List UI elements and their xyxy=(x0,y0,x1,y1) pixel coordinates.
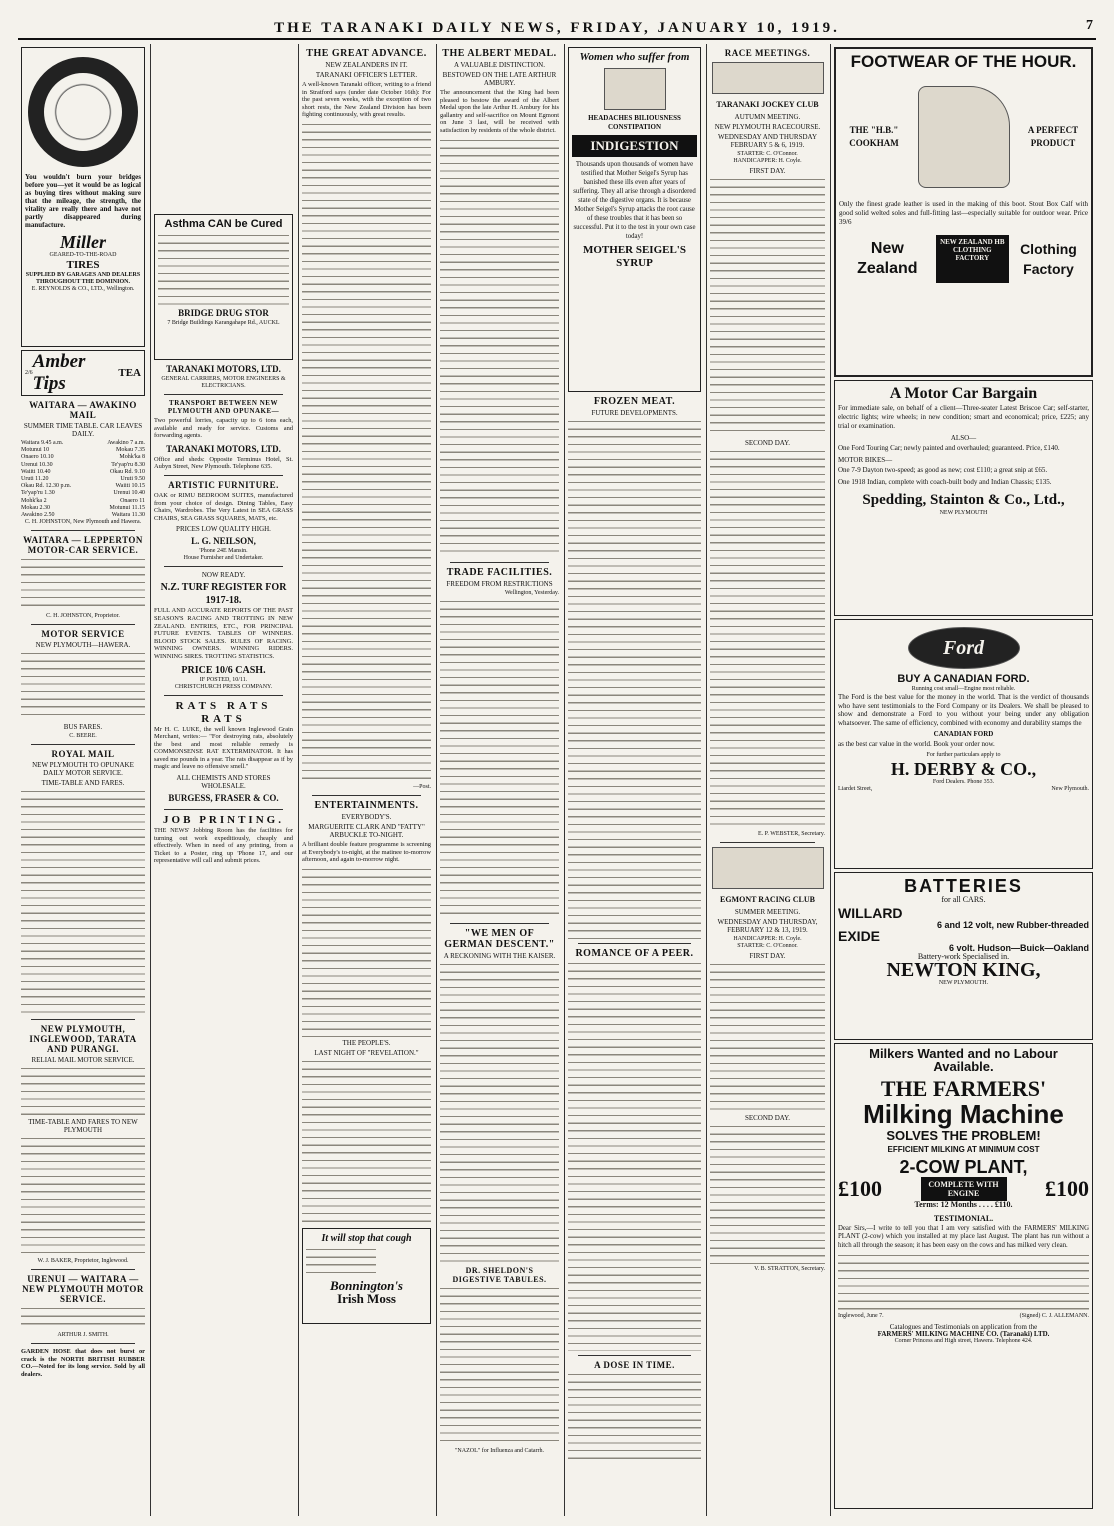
frozen-meat-body xyxy=(568,419,701,939)
batteries-exide: EXIDE xyxy=(838,928,881,944)
dose-body xyxy=(568,1372,701,1462)
furniture-trade: House Furnisher and Undertaker. xyxy=(183,555,264,562)
seigels-ad xyxy=(568,47,701,392)
turf-price: PRICE 10/6 CASH. xyxy=(181,664,266,676)
bonnington-text xyxy=(306,1247,376,1277)
timetable-row xyxy=(21,505,145,512)
albert-medal-sub1: A VALUABLE DISTINCTION. xyxy=(454,61,545,69)
erc-meeting: SUMMER MEETING. xyxy=(734,908,801,916)
motor-service-owner: C. BEERE. xyxy=(69,733,97,740)
footwear-factory: Clothing Factory xyxy=(1020,241,1077,277)
trade-body xyxy=(440,599,559,919)
german-descent-title: "WE MEN OF GERMAN DESCENT." xyxy=(444,927,555,950)
timetable-cell: Te'yap'ru 1.30 xyxy=(21,490,55,497)
amber-tips-price: 2/6 xyxy=(25,369,33,376)
bonnington-brand: Bonnington's xyxy=(330,1277,403,1293)
milking-quote-cont xyxy=(838,1253,1089,1311)
erc-club: EGMONT RACING CLUB xyxy=(720,895,815,904)
peoples-sub: LAST NIGHT OF "REVELATION." xyxy=(314,1048,419,1057)
timetable-cell: Onaero 10.10 xyxy=(21,454,54,461)
seigels-ailments: HEADACHES BILIOUSNESS CONSTIPATION xyxy=(588,114,681,131)
erc-dates: WEDNESDAY AND THURSDAY, FEBRUARY 12 & 13, 1919. xyxy=(717,918,818,934)
taranaki-motors2-text: Office and sheds: Opposite Terminus Hotel, St. Aubyn Street, New Plymouth. Telephone 635. xyxy=(154,455,293,471)
tarata-sub: RELIAL MAIL MOTOR SERVICE. xyxy=(31,1056,135,1065)
rats-agent: BURGESS, FRASER & CO. xyxy=(168,793,279,804)
turf-ready: NOW READY. xyxy=(201,571,246,580)
ford-canadian: CANADIAN FORD xyxy=(933,730,994,739)
seigels-main: INDIGESTION xyxy=(572,135,697,157)
turf-title: N.Z. TURF REGISTER FOR 1917-18. xyxy=(160,582,287,607)
ford-text: The Ford is the best value for the money in the world. That is the verdict of thousands who have sent testimonials to the Ford Company or its Dealers. We shall be pleased to show and demonstrate a Ford to you without your being under any obligation whatsoever. The same of efficiency, combined with economy and durability stamps the xyxy=(838,693,1089,727)
entertainments-film: MARGUERITE CLARK AND "FATTY" ARBUCKLE TO-NIGHT. xyxy=(308,822,425,839)
entertainments-title: ENTERTAINMENTS. xyxy=(314,799,419,811)
batteries-willard: WILLARD xyxy=(838,905,903,921)
motor-car-bike1: One 7-9 Dayton two-speed; as good as new; cost £110; a great snip at £65. xyxy=(838,466,1048,474)
urenui-text xyxy=(21,1306,145,1330)
timetable-cell: Mohk'ka 2 xyxy=(21,497,47,504)
milking-efficient: EFFICIENT MILKING AT MINIMUM COST xyxy=(887,1145,1040,1154)
great-advance-sub1: NEW ZEALANDERS IN IT. xyxy=(325,61,408,69)
seigels-banner: Women who suffer from xyxy=(579,51,690,63)
amber-tips-name: Amber Tips xyxy=(32,351,86,394)
column-5 xyxy=(564,44,704,1516)
waitara-timetable xyxy=(21,440,145,519)
tjc-venue: NEW PLYMOUTH RACECOURSE. xyxy=(714,123,821,131)
asthma-store: BRIDGE DRUG STOR xyxy=(178,308,269,318)
job-printing-text: THE NEWS' Jobbing Room has the facilities for turning out work expeditiously, cheaply and effectively. When in need of any printing, from a Ticket to a Poster, ring up 'Phone 17, and our representative will call and submit prices. xyxy=(154,827,293,865)
erc-handicapper: HANDICAPPER: H. Coyle. xyxy=(733,936,802,942)
albert-medal-lead: The announcement that the King had been pleased to bestow the award of the Albert Medal upon the late Arthur H. Ambury for his gallantry and self-sacrifice on Mount Egmont on June 3 last, will be received with satisfaction by residents of the whole district. xyxy=(440,89,559,134)
amber-tips-product: TEA xyxy=(118,366,141,379)
urenui-owner: ARTHUR J. SMITH. xyxy=(57,1332,109,1339)
royal-mail-table xyxy=(21,789,145,1015)
lepperton-text xyxy=(21,557,145,611)
waitara-proprietor: C. H. JOHNSTON, New Plymouth and Hawera. xyxy=(24,519,142,526)
race-meetings-title: RACE MEETINGS. xyxy=(724,48,811,58)
frozen-meat-title: FROZEN MEAT. xyxy=(593,396,676,407)
milking-machine-ad xyxy=(834,1043,1093,1509)
ford-logo-icon: Ford xyxy=(908,627,1020,669)
batteries-firm: NEWTON KING, xyxy=(886,959,1041,981)
timetable-cell: Mokau 7.35 xyxy=(116,447,145,454)
timetable-cell: Okau Rd. 9.10 xyxy=(110,468,145,475)
motor-car-place: NEW PLYMOUTH xyxy=(939,510,988,516)
tjc-starter: STARTER: C. O'Connor. xyxy=(737,151,798,157)
masthead xyxy=(18,18,1096,40)
timetable-row xyxy=(21,469,145,476)
hb-badge-icon: NEW ZEALAND HB CLOTHING FACTORY xyxy=(936,235,1009,283)
footwear-title: FOOTWEAR OF THE HOUR. xyxy=(850,52,1077,71)
rats-text: Mr H. C. LUKE, the well known Inglewood Grain Merchant, writes:— "For destroying rats, absolutely the best and most reliable remedy is COMMONSENSE RAT EXTERMINATOR. It has saved me pounds in a year. The rats disappear as if by magic and leave no offensive smell." xyxy=(154,725,293,771)
transport-text: Two powerful lorries, capacity up to 6 tons each, available and ready for service. Customs and forwarding agents. xyxy=(154,417,293,440)
footwear-text: Only the finest grade leather is used in the making of this boot. Stout Box Calf with good solid welted soles and full-fitting last—especially suitable for outdoor wear. Price 39/6 xyxy=(839,200,1088,226)
furniture-text: OAK or RIMU BEDROOM SUITES, manufactured from your choice of design. Dining Tables, Easy Chairs, Wardrobes. The Very Latest in SEA GRASS CHAIRS, SEA GRASS SQUARES, MATS, etc. xyxy=(154,491,293,522)
great-advance-end: —Post. xyxy=(413,783,431,790)
furniture-phone: 'Phone 24E Mansin. xyxy=(199,548,248,555)
timetable-cell: Awakino 2.50 xyxy=(21,512,55,519)
rats-sold: ALL CHEMISTS AND STORES WHOLESALE. xyxy=(176,774,271,791)
entertainments-body xyxy=(302,867,431,1037)
timetable-cell: Awakino 7 a.m. xyxy=(107,440,145,446)
albert-medal-body xyxy=(440,138,559,558)
tarata-text xyxy=(21,1066,145,1116)
millers-brand: Miller xyxy=(59,232,106,252)
page-number: 7 xyxy=(1086,18,1096,33)
timetable-row xyxy=(21,490,145,497)
timetable-cell: Waitara 11.30 xyxy=(111,512,145,519)
millers-product: TIRES xyxy=(66,259,100,271)
column-3 xyxy=(298,44,434,1516)
footwear-left: THE "H.B." COOKHAM xyxy=(849,125,899,148)
royal-mail-timetable: TIME-TABLE AND FARES. xyxy=(41,779,125,788)
milking-plant: 2-COW PLANT, xyxy=(899,1157,1028,1177)
column-4 xyxy=(436,44,562,1516)
timetable-cell: Urenui 10.40 xyxy=(113,490,145,497)
lepperton-proprietor: C. H. JOHNSTON, Proprietor. xyxy=(46,613,120,620)
tjc-secretary: E. P. WEBSTER, Secretary. xyxy=(758,831,825,837)
tarata-owner: W. J. BAKER, Proprietor, Inglewood. xyxy=(37,1258,129,1265)
taranaki-motors2-name: TARANAKI MOTORS, LTD. xyxy=(166,443,281,454)
erc-second-day: SECOND DAY. xyxy=(744,1114,791,1122)
sheldon-body xyxy=(440,1286,559,1446)
sheldon-tag: "NAZOL" for Influenza and Catarrh. xyxy=(454,1447,545,1454)
motor-car-bike2: One 1918 Indian, complete with coach-built body and Indian Chassis; £135. xyxy=(838,478,1052,486)
dose-title: A DOSE IN TIME. xyxy=(594,1360,675,1370)
tjc-second-day: SECOND DAY. xyxy=(744,439,791,447)
batteries-sub: for all CARS. xyxy=(941,895,986,904)
asthma-text xyxy=(158,233,289,305)
furniture-owner: L. G. NEILSON, xyxy=(191,536,256,547)
milking-product: Milking Machine xyxy=(863,1099,1064,1129)
footwear-right: A PERFECT PRODUCT xyxy=(1027,125,1079,148)
peoples-title: THE PEOPLE'S. xyxy=(342,1038,391,1047)
footwear-ad xyxy=(834,47,1093,377)
column-2 xyxy=(150,44,296,1516)
timetable-row xyxy=(21,454,145,461)
peoples-body xyxy=(302,1059,431,1224)
timetable-cell: Waiiti 10.40 xyxy=(21,468,51,475)
bonnington-head: It will stop that cough xyxy=(321,1232,412,1244)
column-7 xyxy=(830,44,1096,1516)
entertainments-lead: A brilliant double feature programme is screening at Everybody's to-night, at the matinee to-morrow afternoon, and again to-morrow night. xyxy=(302,840,431,864)
timetable-row xyxy=(21,512,145,519)
milking-brand: THE FARMERS' xyxy=(880,1076,1047,1101)
batteries-title: BATTERIES xyxy=(904,876,1023,896)
garden-hose-ad: GARDEN HOSE that does not burst or crack is the NORTH BRITISH RUBBER CO.—Noted for its long service. Sold by all dealers. xyxy=(21,1348,145,1379)
milking-price-right: £100 xyxy=(1045,1176,1089,1201)
sheldon-title: DR. SHELDON'S DIGESTIVE TABULES. xyxy=(452,1265,547,1284)
entertainments-venue: EVERYBODY'S. xyxy=(341,812,392,821)
tire-illustration-icon xyxy=(28,57,138,167)
timetable-cell: Onaero 11 xyxy=(120,497,145,504)
peer-body xyxy=(568,961,701,1351)
batteries-specialised: Battery-work Specialised in. xyxy=(917,952,1010,961)
milking-testimonial: TESTIMONIAL. xyxy=(933,1214,994,1223)
timetable-cell: Mokau 2.30 xyxy=(21,504,50,511)
column-6 xyxy=(706,44,828,1516)
ford-street: Liardet Street, xyxy=(838,785,873,792)
motor-car-ad xyxy=(834,380,1093,616)
albert-medal-sub2: BESTOWED ON THE LATE ARTHUR AMBURY. xyxy=(442,71,557,87)
motor-car-text: For immediate sale, on behalf of a client—Three-seater Latest Briscoe Car; self-starter, electric lights; wire wheels; in new condition; smart and economical; price, £225; any trial or examination. xyxy=(838,404,1089,430)
timetable-row xyxy=(21,462,145,469)
ford-dealer: H. DERBY & CO., xyxy=(890,758,1037,779)
millers-copy: You wouldn't burn your bridges before you—yet it would be as logical as buying tires without making sure that the mileage, the strength, the vitality are really there and have not partly disappeared during manufacture. xyxy=(25,173,141,229)
timetable-cell: Okau Rd. 12.30 p.m. xyxy=(21,483,72,490)
great-advance-sub2: TARANAKI OFFICER'S LETTER. xyxy=(315,71,418,79)
timetable-cell: Waiiti 10.15 xyxy=(115,483,145,490)
timetable-row xyxy=(21,498,145,505)
ford-sub: Running cost small—Engine most reliable. xyxy=(911,686,1016,692)
taranaki-motors-name: TARANAKI MOTORS, LTD. xyxy=(166,364,281,374)
boot-illustration-icon xyxy=(918,86,1010,188)
great-advance-body xyxy=(302,122,431,782)
motor-car-title: A Motor Car Bargain xyxy=(889,385,1038,402)
furniture-title: ARTISTIC FURNITURE. xyxy=(168,479,279,490)
turf-posted: IF POSTED, 10/11. xyxy=(199,676,248,683)
bonnington-product: Irish Moss xyxy=(337,1290,396,1306)
waitara-mail-sub: SUMMER TIME TABLE. CAR LEAVES DAILY. xyxy=(23,422,143,438)
millers-supplied: SUPPLIED BY GARAGES AND DEALERS THROUGHOUT THE DOMINION. xyxy=(25,272,141,285)
tjc-second-day-races xyxy=(710,449,825,829)
trade-sub: FREEDOM FROM RESTRICTIONS xyxy=(446,579,553,588)
timetable-cell: Mohk'ka 8 xyxy=(119,454,145,461)
turf-publisher: CHRISTCHURCH PRESS COMPANY. xyxy=(174,683,273,690)
german-descent-body xyxy=(440,962,559,1262)
royal-mail-title: ROYAL MAIL xyxy=(51,749,115,760)
motor-service-title: MOTOR SERVICE xyxy=(41,629,125,640)
milking-catalogues: Catalogues and Testimonials on application from the xyxy=(889,1323,1038,1332)
milking-signed: (Signed) C. J. ALLEMANN. xyxy=(1019,1313,1089,1320)
column-1 xyxy=(18,44,148,1516)
tarata-timetable: TIME-TABLE AND FARES TO NEW PLYMOUTH xyxy=(28,1118,138,1135)
ford-order: as the best car value in the world. Book your order now. xyxy=(838,740,995,749)
bonnington-ad xyxy=(302,1228,431,1324)
racehorse-illustration-icon xyxy=(712,62,824,94)
asthma-title: Asthma CAN be Cured xyxy=(164,218,283,230)
tjc-first-day: FIRST DAY. xyxy=(749,167,786,175)
amber-tips-ad xyxy=(21,350,145,396)
waitara-mail-title: WAITARA — AWAKINO MAIL xyxy=(29,400,137,420)
ford-particulars: For further particulars apply to xyxy=(926,751,1001,758)
millers-agent: E. REYNOLDS & CO., LTD., Wellington. xyxy=(31,286,135,292)
frozen-meat-sub: FUTURE DEVELOPMENTS. xyxy=(591,409,678,417)
timetable-cell: Uruti 11.20 xyxy=(21,476,49,483)
asthma-address: 7 Bridge Buildings Karangahape Rd., AUCKL xyxy=(167,320,280,326)
great-advance-lead: A well-known Taranaki officer, writing to a friend in Stratford says (under date October 16th): For the past seven weeks, with the exception of two short rests, the New Zealand Division has been fighting continuously, with great results. xyxy=(302,81,431,119)
transport-title: TRANSPORT BETWEEN NEW PLYMOUTH AND OPUNAKE— xyxy=(167,399,280,415)
motor-service-table xyxy=(21,651,145,721)
milking-price-left: £100 xyxy=(838,1176,882,1201)
milking-address: Corner Princess and High street, Hawera. Telephone 424. xyxy=(894,1338,1033,1345)
ford-role: Ford Dealers. Phone 353. xyxy=(932,778,995,785)
furniture-prices: PRICES LOW QUALITY HIGH. xyxy=(176,525,271,534)
woman-illustration-icon xyxy=(604,68,666,110)
timetable-cell: Waitara 9.45 a.m. xyxy=(21,440,64,446)
tarata-table xyxy=(21,1136,145,1256)
seigels-brand: MOTHER SEIGEL'S SYRUP xyxy=(582,244,686,269)
milking-complete: COMPLETE WITH ENGINE xyxy=(921,1177,1007,1201)
albert-medal-title: THE ALBERT MEDAL. xyxy=(442,48,557,59)
milking-company: FARMERS' MILKING MACHINE CO. (Taranaki) LTD. xyxy=(877,1330,1050,1339)
masthead-title: THE TARANAKI DAILY NEWS, FRIDAY, JANUARY 10, 1919. xyxy=(274,19,840,36)
timetable-row xyxy=(21,440,145,447)
milking-solves: SOLVES THE PROBLEM! xyxy=(886,1128,1041,1143)
erc-first-day: FIRST DAY. xyxy=(749,952,786,960)
lepperton-title: WAITARA — LEPPERTON MOTOR-CAR SERVICE. xyxy=(23,535,143,556)
peer-title: ROMANCE OF A PEER. xyxy=(575,948,694,959)
millers-tag: GEARED-TO-THE-ROAD xyxy=(49,252,117,258)
urenui-title: URENUI — WAITARA — NEW PLYMOUTH MOTOR SERVICE. xyxy=(22,1274,144,1305)
batteries-exide-desc: 6 volt. Hudson—Buick—Oakland xyxy=(948,943,1089,953)
erc-starter: STARTER: C. O'Connor. xyxy=(737,943,798,949)
motor-car-also: ALSO— xyxy=(950,434,977,442)
timetable-cell: Urenui 10.30 xyxy=(21,461,53,468)
motor-service-sub: NEW PLYMOUTH—HAWERA. xyxy=(35,641,131,650)
tjc-club: TARANAKI JOCKEY CLUB xyxy=(716,100,819,109)
motor-car-firm: Spedding, Stainton & Co., Ltd., xyxy=(862,492,1065,508)
tarata-title: NEW PLYMOUTH, INGLEWOOD, TARATA AND PURANGI. xyxy=(29,1024,137,1055)
batteries-place: NEW PLYMOUTH. xyxy=(938,980,989,986)
erc-second-day-races xyxy=(710,1124,825,1264)
erc-first-day-races xyxy=(710,962,825,1112)
tjc-meeting: AUTUMN MEETING. xyxy=(734,113,801,121)
tjc-first-day-races xyxy=(710,177,825,437)
seigels-body: Thousands upon thousands of women have testified that Mother Seigel's Syrup has banished these ills even after years of suffering. They all arise through a disordered state of the digestive organs. It is because Mother Seigel's Syrup attacks the root cause of these troubles that it has been so successful. Put it to the test in your own case today! xyxy=(573,161,696,240)
milking-terms: Terms: 12 Months . . . . £110. xyxy=(914,1200,1013,1209)
milking-quote: Dear Sirs,—I write to tell you that I am very satisfied with the FARMERS' MILKING PLANT (2-cow) which you installed at my place last August. The plant has run without a hitch all through the season; it has been easy on the cows and has milked very clean. xyxy=(838,1225,1089,1249)
timetable-cell: Motunui 10 xyxy=(21,447,50,454)
turf-body: FULL AND ACCURATE REPORTS OF THE PAST SEASON'S RACING AND TROTTING IN NEW ZEALAND. ENTRIES, ETC., FOR PRINCIPAL FUTURE EVENTS. TABLES OF WINNERS. BLOOD STOCK SALES. RULES OF RACING. WINNING OWNERS. WINNING RIDERS. WINNING SIRES. TROTTING STATISTICS. xyxy=(154,607,293,660)
trade-title: TRADE FACILITIES. xyxy=(446,566,553,578)
rats-title: RATS RATS RATS xyxy=(175,699,272,725)
milking-place: Inglewood, June 7. xyxy=(838,1313,884,1320)
taranaki-motors-line: GENERAL CARRIERS, MOTOR ENGINEERS & ELECTRICIANS. xyxy=(161,376,286,389)
asthma-ad xyxy=(154,214,293,360)
timetable-row xyxy=(21,447,145,454)
horses-illustration-icon xyxy=(712,847,824,889)
batteries-willard-desc: 6 and 12 volt, new Rubber-threaded xyxy=(936,920,1089,930)
timetable-cell: Uruti 9.50 xyxy=(120,476,145,483)
ford-title: BUY A CANADIAN FORD. xyxy=(897,673,1030,685)
batteries-ad xyxy=(834,872,1093,1040)
tjc-handicapper: HANDICAPPER: H. Coyle. xyxy=(733,158,802,164)
millers-tires-ad xyxy=(21,47,145,347)
job-printing-title: JOB PRINTING. xyxy=(163,814,284,827)
tjc-dates: WEDNESDAY AND THURSDAY FEBRUARY 5 & 6, 1919. xyxy=(717,133,818,149)
timetable-cell: Motunui 11.15 xyxy=(109,504,145,511)
trade-dateline: Wellington, Yesterday. xyxy=(504,589,559,596)
milking-head: Milkers Wanted and no Labour Available. xyxy=(869,1046,1058,1074)
ford-town: New Plymouth. xyxy=(1051,785,1089,792)
great-advance-title: THE GREAT ADVANCE. xyxy=(306,48,427,59)
royal-mail-sub: NEW PLYMOUTH TO OPUNAKE DAILY MOTOR SERVICE. xyxy=(32,761,134,778)
motor-car-bikes: MOTOR BIKES— xyxy=(838,456,893,464)
motor-service-fares: BUS FARES. xyxy=(63,723,103,732)
footwear-nz: New Zealand xyxy=(857,240,918,277)
ford-ad xyxy=(834,619,1093,869)
timetable-row xyxy=(21,483,145,490)
german-descent-sub: A RECKONING WITH THE KAISER. xyxy=(443,951,556,960)
motor-car-ford: One Ford Touring Car; newly painted and overhauled; guaranteed. Price, £140. xyxy=(838,444,1060,452)
timetable-row xyxy=(21,476,145,483)
timetable-cell: Te'yap'ru 8.30 xyxy=(111,461,145,468)
erc-secretary: V. B. STRATTON, Secretary. xyxy=(754,1266,825,1272)
